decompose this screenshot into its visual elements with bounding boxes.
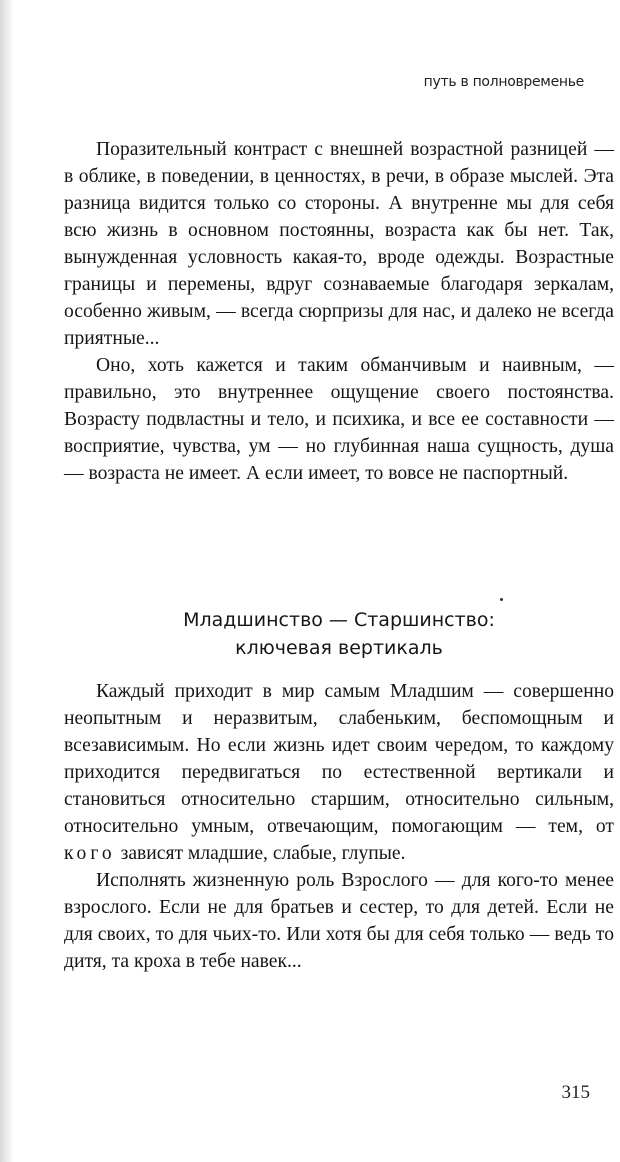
section-heading xyxy=(64,606,614,662)
section-heading-line-1: Младшинство — Старшинство: xyxy=(183,609,495,631)
section-heading-line-2: ключевая вертикаль xyxy=(235,637,443,659)
running-head: путь в полновременье xyxy=(423,74,584,90)
paragraph xyxy=(64,678,614,867)
section-1-text xyxy=(64,136,614,487)
paragraph-text: Каждый приходит в мир самым Младшим — совершенно неопытным и неразвитым, слабеньким, беспомощным и всезависимым. Но если жизнь идет своим чередом, то каждому приходится передвигаться по естественной вертикали и становиться относительно старшим, относительно сильным, относительно умным, отвечающим, помогающим — тем, от xyxy=(64,681,614,837)
scan-edge-shadow xyxy=(0,0,14,1162)
paragraph-text: зависят младшие, слабые, глупые. xyxy=(120,843,406,864)
page-number: 315 xyxy=(561,1082,590,1103)
paragraph: Поразительный контраст с внешней возрастной разницей — в облике, в поведении, в ценностях, в речи, в образе мыслей. Эта разница видится только со стороны. А внутренне мы для себя всю жизнь в основном постоянны, возраста как бы нет. Так, вынужденная условность какая-то, вроде одежды. Возрастные границы и перемены, вдруг сознаваемые благодаря зеркалам, особенно живым, — всегда сюрпризы для нас, и далеко не всегда приятные... xyxy=(64,139,614,349)
section-2-text xyxy=(64,678,614,975)
paragraph: Исполнять жизненную роль Взрослого — для кого-то менее взрослого. Если не для братьев и сестер, то для детей. Если не для своих, то для чьих-то. Или хотя бы для себя только — ведь то дитя, та кроха в тебе навек... xyxy=(64,870,614,972)
spaced-word: кого xyxy=(64,843,116,864)
paragraph: Оно, хоть кажется и таким обманчивым и наивным, — правильно, это внутреннее ощущение своего постоянства. Возрасту подвластны и тело, и психика, и все ее составности — восприятие, чувства, ум — но глубинная наша сущность, душа — возраста не имеет. А если имеет, то вовсе не паспортный. xyxy=(64,355,614,484)
scan-speck xyxy=(500,598,503,601)
